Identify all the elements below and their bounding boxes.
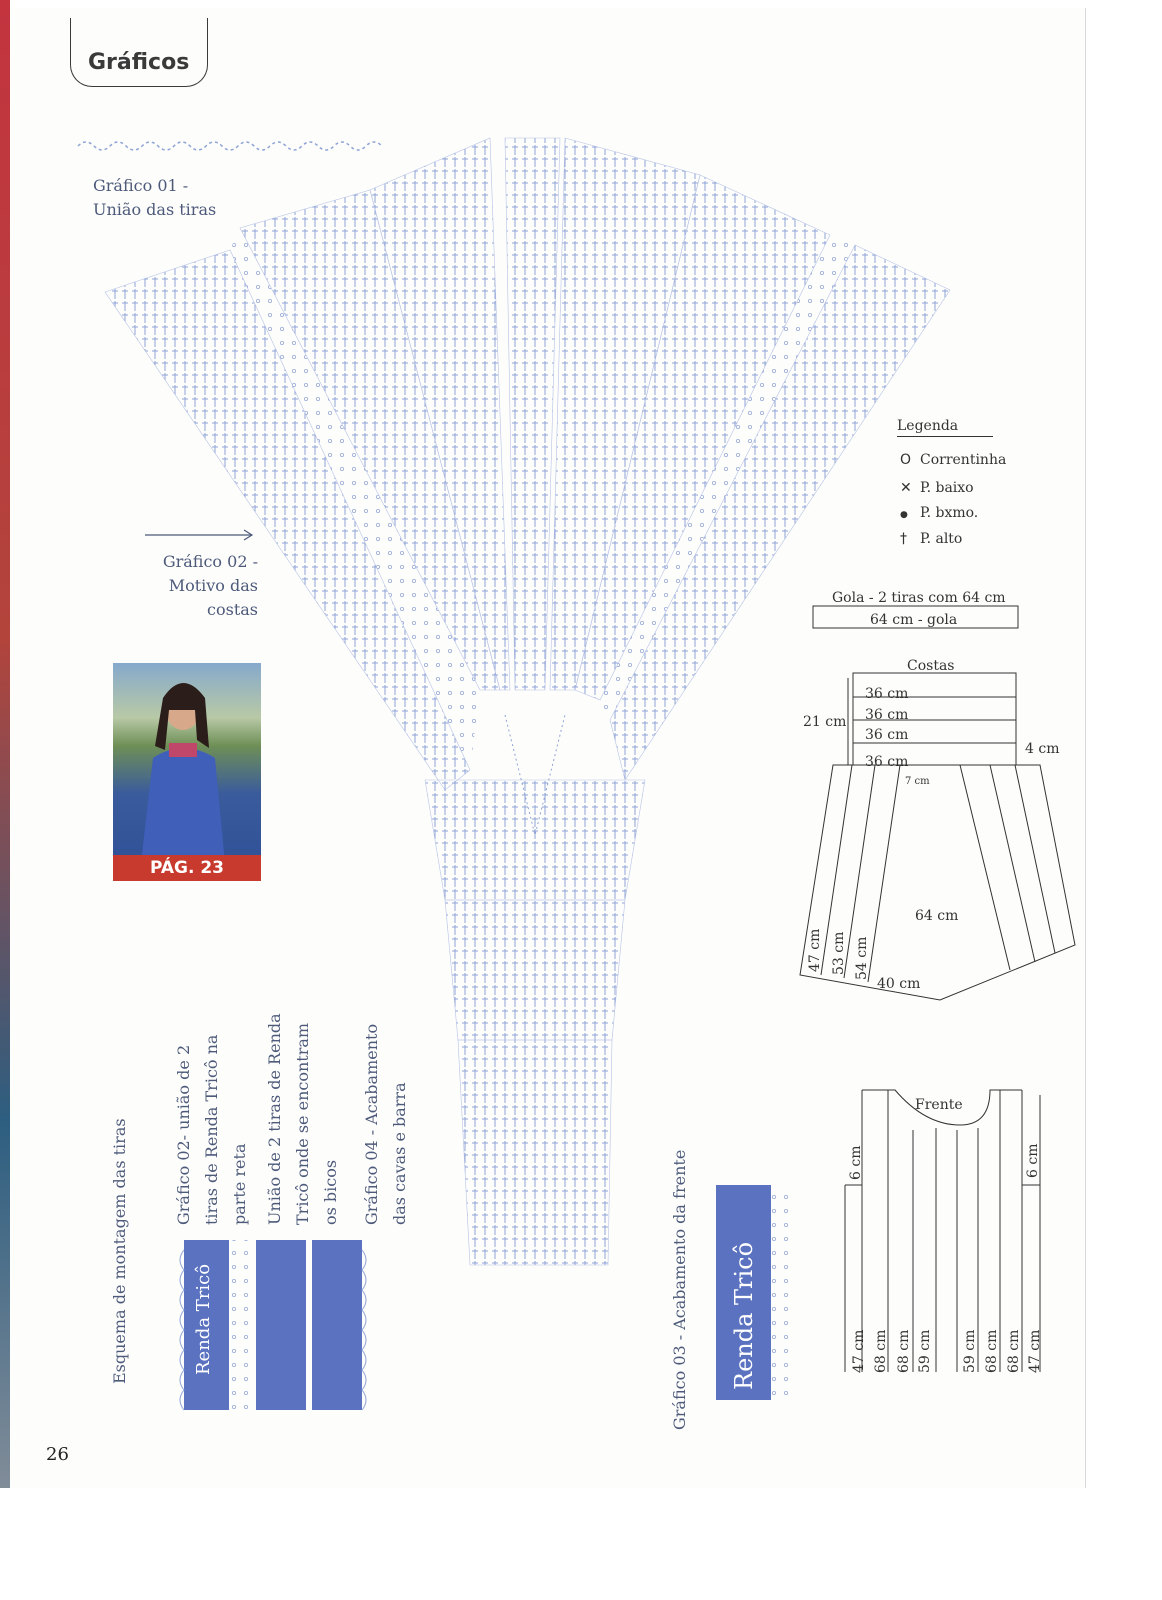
frente-right-col-4: 47 cm xyxy=(1027,1329,1043,1373)
schema-note-1: Gráfico 02- união de 2 tiras de Renda Tricô na parte reta xyxy=(174,1034,249,1225)
costas-row-1: 36 cm xyxy=(865,686,909,702)
costas-right-measure: 4 cm xyxy=(1025,741,1060,757)
page-title: Gráficos xyxy=(88,50,190,75)
costas-row-4: 36 cm xyxy=(865,754,909,770)
frente-right-col-1: 59 cm xyxy=(962,1329,978,1373)
frente-left-col-4: 59 cm xyxy=(917,1329,933,1373)
gola-title: Gola - 2 tiras com 64 cm xyxy=(832,590,1006,606)
frente-title: Frente xyxy=(915,1097,963,1113)
costas-title: Costas xyxy=(907,658,955,674)
frente-right-col-2: 68 cm xyxy=(984,1329,1000,1373)
frente-right-top: 6 cm xyxy=(1025,1143,1041,1178)
schema-note-3: Gráfico 04 - Acabamento das cavas e barra xyxy=(362,1023,409,1225)
circle-icon: O xyxy=(900,452,912,468)
costas-inner-measure: 7 cm xyxy=(905,776,930,787)
frente-right-col-3: 68 cm xyxy=(1006,1329,1022,1373)
costas-center-measure: 64 cm xyxy=(915,908,959,924)
legend-item-p-bxmo: ● P. bxmo. xyxy=(900,505,979,521)
costas-bottom-measure: 40 cm xyxy=(877,976,921,992)
schema-strip-label: Renda Tricô xyxy=(193,1263,214,1375)
grafico03-strip-label: Renda Tricô xyxy=(730,1241,758,1390)
legend-title: Legenda xyxy=(897,418,993,437)
costas-left-measure: 21 cm xyxy=(803,714,847,730)
schema-note-2: União de 2 tiras de Renda Tricô onde se encontram os bicos xyxy=(265,1013,340,1225)
frente-left-col-1: 47 cm xyxy=(851,1329,867,1373)
gola-bar-label: 64 cm - gola xyxy=(870,612,958,628)
grafico01-chain xyxy=(78,142,382,150)
frente-left-col-2: 68 cm xyxy=(873,1329,889,1373)
frente-left-top: 6 cm xyxy=(848,1145,864,1180)
model-photo xyxy=(113,663,261,881)
grafico03-title: Gráfico 03 - Acabamento da frente xyxy=(670,1149,689,1430)
dot-icon: ● xyxy=(900,510,908,520)
page-reference-badge: PÁG. 23 xyxy=(113,855,261,881)
legend-item-correntinha: O Correntinha xyxy=(900,452,1007,468)
costas-side-3: 54 cm xyxy=(854,936,870,980)
grafico02-caption: Gráfico 02 - Motivo das costas xyxy=(162,552,258,619)
grafico01-caption: Gráfico 01 - União das tiras xyxy=(93,176,217,219)
costas-row-3: 36 cm xyxy=(865,727,909,743)
model-figure xyxy=(113,663,261,881)
dagger-icon: † xyxy=(900,531,907,547)
schema-title: Esquema de montagem das tiras xyxy=(110,1118,129,1384)
page-number: 26 xyxy=(46,1444,69,1465)
costas-row-2: 36 cm xyxy=(865,707,909,723)
legend-item-p-alto: † P. alto xyxy=(900,531,963,547)
grafico02-motif xyxy=(425,715,645,1265)
legend-item-p-baixo: ✕ P. baixo xyxy=(900,480,974,496)
frente-left-col-3: 68 cm xyxy=(896,1329,912,1373)
costas-side-2: 53 cm xyxy=(831,931,847,975)
costas-side-1: 47 cm xyxy=(807,928,823,972)
cross-icon: ✕ xyxy=(900,480,912,496)
